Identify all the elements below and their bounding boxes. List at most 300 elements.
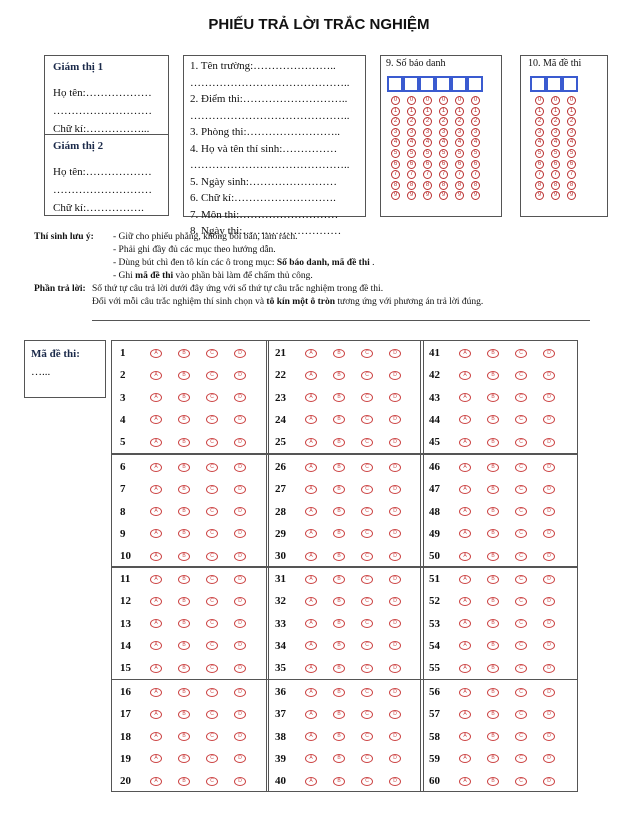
digit-bubble[interactable]: 2 [551, 117, 560, 126]
answer-bubble-d[interactable]: D [234, 552, 246, 561]
answer-bubble-d[interactable]: D [389, 664, 401, 673]
digit-bubble[interactable]: 8 [551, 181, 560, 190]
answer-bubble-a[interactable]: A [305, 438, 317, 447]
answer-bubble-b[interactable]: B [487, 754, 499, 763]
answer-bubble-b[interactable]: B [333, 463, 345, 472]
digit-bubble[interactable]: 9 [567, 191, 576, 200]
digit-bubble[interactable]: 0 [567, 96, 576, 105]
answer-bubble-c[interactable]: C [515, 754, 527, 763]
digit-bubble[interactable]: 9 [535, 191, 544, 200]
digit-bubble[interactable]: 2 [455, 117, 464, 126]
answer-bubble-c[interactable]: C [206, 688, 218, 697]
answer-bubble-d[interactable]: D [234, 619, 246, 628]
digit-bubble[interactable]: 7 [391, 170, 400, 179]
digit-bubble[interactable]: 3 [535, 128, 544, 137]
answer-bubble-c[interactable]: C [361, 710, 373, 719]
answer-bubble-c[interactable]: C [206, 575, 218, 584]
answer-bubble-b[interactable]: B [178, 575, 190, 584]
answer-bubble-b[interactable]: B [333, 438, 345, 447]
answer-bubble-d[interactable]: D [543, 777, 555, 786]
digit-bubble[interactable]: 7 [567, 170, 576, 179]
answer-bubble-d[interactable]: D [389, 619, 401, 628]
answer-bubble-c[interactable]: C [361, 597, 373, 606]
answer-bubble-d[interactable]: D [543, 688, 555, 697]
digit-bubble[interactable]: 6 [551, 160, 560, 169]
answer-bubble-d[interactable]: D [543, 371, 555, 380]
answer-bubble-c[interactable]: C [515, 597, 527, 606]
exam-code-cells[interactable] [530, 76, 578, 92]
answer-bubble-a[interactable]: A [459, 688, 471, 697]
answer-bubble-d[interactable]: D [389, 485, 401, 494]
digit-bubble[interactable]: 5 [439, 149, 448, 158]
answer-bubble-d[interactable]: D [389, 438, 401, 447]
answer-bubble-a[interactable]: A [305, 485, 317, 494]
answer-bubble-c[interactable]: C [515, 349, 527, 358]
answer-bubble-d[interactable]: D [389, 732, 401, 741]
digit-bubble[interactable]: 4 [423, 138, 432, 147]
answer-bubble-c[interactable]: C [361, 485, 373, 494]
answer-bubble-d[interactable]: D [234, 415, 246, 424]
digit-bubble[interactable]: 3 [423, 128, 432, 137]
answer-bubble-c[interactable]: C [515, 641, 527, 650]
answer-bubble-b[interactable]: B [178, 597, 190, 606]
answer-bubble-c[interactable]: C [206, 349, 218, 358]
answer-bubble-d[interactable]: D [543, 393, 555, 402]
answer-bubble-a[interactable]: A [305, 393, 317, 402]
digit-bubble[interactable]: 4 [455, 138, 464, 147]
answer-bubble-b[interactable]: B [333, 688, 345, 697]
answer-bubble-c[interactable]: C [361, 664, 373, 673]
answer-bubble-c[interactable]: C [206, 619, 218, 628]
answer-bubble-d[interactable]: D [234, 371, 246, 380]
answer-bubble-d[interactable]: D [543, 438, 555, 447]
digit-bubble[interactable]: 5 [471, 149, 480, 158]
answer-bubble-b[interactable]: B [333, 641, 345, 650]
digit-bubble[interactable]: 9 [407, 191, 416, 200]
digit-bubble[interactable]: 6 [455, 160, 464, 169]
digit-bubble[interactable]: 7 [455, 170, 464, 179]
digit-cell[interactable] [387, 76, 403, 92]
answer-bubble-a[interactable]: A [305, 463, 317, 472]
digit-bubble[interactable]: 4 [391, 138, 400, 147]
answer-bubble-a[interactable]: A [150, 529, 162, 538]
answer-bubble-c[interactable]: C [206, 507, 218, 516]
digit-bubble[interactable]: 4 [551, 138, 560, 147]
answer-bubble-d[interactable]: D [234, 732, 246, 741]
answer-bubble-d[interactable]: D [543, 463, 555, 472]
answer-bubble-a[interactable]: A [459, 393, 471, 402]
digit-bubble[interactable]: 4 [567, 138, 576, 147]
answer-bubble-d[interactable]: D [543, 415, 555, 424]
digit-bubble[interactable]: 9 [471, 191, 480, 200]
answer-bubble-d[interactable]: D [389, 597, 401, 606]
digit-bubble[interactable]: 1 [391, 107, 400, 116]
answer-bubble-b[interactable]: B [487, 507, 499, 516]
digit-cell[interactable] [562, 76, 578, 92]
answer-bubble-b[interactable]: B [178, 529, 190, 538]
answer-bubble-a[interactable]: A [459, 777, 471, 786]
answer-bubble-b[interactable]: B [487, 393, 499, 402]
answer-bubble-a[interactable]: A [150, 597, 162, 606]
answer-bubble-a[interactable]: A [305, 688, 317, 697]
answer-bubble-b[interactable]: B [178, 688, 190, 697]
answer-bubble-c[interactable]: C [515, 463, 527, 472]
digit-cell[interactable] [435, 76, 451, 92]
digit-bubble[interactable]: 5 [391, 149, 400, 158]
digit-bubble[interactable]: 6 [567, 160, 576, 169]
answer-bubble-a[interactable]: A [459, 754, 471, 763]
digit-bubble[interactable]: 2 [567, 117, 576, 126]
answer-bubble-b[interactable]: B [487, 619, 499, 628]
answer-bubble-d[interactable]: D [389, 688, 401, 697]
digit-bubble[interactable]: 4 [407, 138, 416, 147]
answer-bubble-d[interactable]: D [234, 507, 246, 516]
answer-bubble-c[interactable]: C [206, 664, 218, 673]
answer-bubble-a[interactable]: A [305, 664, 317, 673]
answer-bubble-a[interactable]: A [305, 710, 317, 719]
answer-bubble-c[interactable]: C [515, 575, 527, 584]
answer-bubble-d[interactable]: D [389, 349, 401, 358]
digit-bubble[interactable]: 7 [439, 170, 448, 179]
answer-bubble-c[interactable]: C [206, 438, 218, 447]
answer-bubble-d[interactable]: D [389, 529, 401, 538]
digit-bubble[interactable]: 8 [391, 181, 400, 190]
answer-bubble-b[interactable]: B [333, 710, 345, 719]
answer-bubble-d[interactable]: D [389, 777, 401, 786]
answer-bubble-c[interactable]: C [361, 529, 373, 538]
digit-cell[interactable] [403, 76, 419, 92]
answer-bubble-d[interactable]: D [234, 641, 246, 650]
answer-bubble-c[interactable]: C [361, 754, 373, 763]
answer-bubble-c[interactable]: C [515, 777, 527, 786]
answer-bubble-a[interactable]: A [459, 664, 471, 673]
answer-bubble-c[interactable]: C [361, 552, 373, 561]
answer-bubble-d[interactable]: D [543, 619, 555, 628]
digit-bubble[interactable]: 9 [455, 191, 464, 200]
answer-bubble-a[interactable]: A [459, 732, 471, 741]
answer-bubble-b[interactable]: B [178, 641, 190, 650]
digit-bubble[interactable]: 1 [455, 107, 464, 116]
digit-bubble[interactable]: 2 [535, 117, 544, 126]
answer-bubble-d[interactable]: D [543, 732, 555, 741]
answer-bubble-c[interactable]: C [515, 371, 527, 380]
answer-bubble-c[interactable]: C [206, 710, 218, 719]
digit-bubble[interactable]: 5 [455, 149, 464, 158]
digit-bubble[interactable]: 5 [567, 149, 576, 158]
answer-bubble-b[interactable]: B [487, 710, 499, 719]
answer-bubble-c[interactable]: C [515, 552, 527, 561]
answer-bubble-c[interactable]: C [361, 575, 373, 584]
answer-bubble-a[interactable]: A [305, 349, 317, 358]
digit-cell[interactable] [467, 76, 483, 92]
answer-bubble-d[interactable]: D [234, 529, 246, 538]
answer-bubble-b[interactable]: B [333, 575, 345, 584]
answer-bubble-a[interactable]: A [305, 597, 317, 606]
digit-bubble[interactable]: 9 [439, 191, 448, 200]
answer-bubble-d[interactable]: D [543, 552, 555, 561]
answer-bubble-a[interactable]: A [305, 754, 317, 763]
digit-bubble[interactable]: 8 [423, 181, 432, 190]
answer-bubble-d[interactable]: D [389, 754, 401, 763]
answer-bubble-c[interactable]: C [206, 777, 218, 786]
answer-bubble-c[interactable]: C [206, 597, 218, 606]
answer-bubble-c[interactable]: C [361, 777, 373, 786]
answer-bubble-c[interactable]: C [361, 641, 373, 650]
answer-bubble-d[interactable]: D [234, 393, 246, 402]
answer-bubble-d[interactable]: D [234, 777, 246, 786]
digit-bubble[interactable]: 4 [471, 138, 480, 147]
answer-bubble-b[interactable]: B [178, 732, 190, 741]
answer-bubble-b[interactable]: B [487, 664, 499, 673]
answer-bubble-b[interactable]: B [333, 529, 345, 538]
answer-bubble-c[interactable]: C [361, 688, 373, 697]
answer-bubble-b[interactable]: B [487, 485, 499, 494]
answer-bubble-d[interactable]: D [389, 710, 401, 719]
answer-bubble-b[interactable]: B [333, 597, 345, 606]
answer-bubble-c[interactable]: C [206, 371, 218, 380]
answer-bubble-c[interactable]: C [206, 552, 218, 561]
answer-bubble-c[interactable]: C [515, 485, 527, 494]
answer-bubble-d[interactable]: D [389, 463, 401, 472]
answer-bubble-a[interactable]: A [150, 641, 162, 650]
answer-bubble-b[interactable]: B [178, 754, 190, 763]
answer-bubble-b[interactable]: B [333, 371, 345, 380]
answer-bubble-c[interactable]: C [361, 438, 373, 447]
answer-bubble-d[interactable]: D [234, 575, 246, 584]
digit-bubble[interactable]: 6 [407, 160, 416, 169]
digit-bubble[interactable]: 1 [567, 107, 576, 116]
answer-bubble-c[interactable]: C [515, 710, 527, 719]
answer-bubble-a[interactable]: A [459, 552, 471, 561]
answer-bubble-c[interactable]: C [361, 732, 373, 741]
answer-bubble-b[interactable]: B [178, 710, 190, 719]
digit-cell[interactable] [546, 76, 562, 92]
answer-bubble-d[interactable]: D [234, 463, 246, 472]
answer-bubble-d[interactable]: D [389, 415, 401, 424]
answer-bubble-c[interactable]: C [206, 485, 218, 494]
answer-bubble-a[interactable]: A [150, 619, 162, 628]
answer-bubble-b[interactable]: B [178, 777, 190, 786]
answer-bubble-c[interactable]: C [515, 732, 527, 741]
answer-bubble-a[interactable]: A [305, 371, 317, 380]
digit-bubble[interactable]: 7 [551, 170, 560, 179]
answer-bubble-a[interactable]: A [305, 529, 317, 538]
answer-bubble-a[interactable]: A [305, 619, 317, 628]
answer-bubble-a[interactable]: A [150, 415, 162, 424]
answer-bubble-b[interactable]: B [487, 688, 499, 697]
answer-bubble-d[interactable]: D [543, 349, 555, 358]
answer-bubble-b[interactable]: B [487, 371, 499, 380]
digit-cell[interactable] [530, 76, 546, 92]
digit-bubble[interactable]: 7 [471, 170, 480, 179]
answer-bubble-c[interactable]: C [515, 393, 527, 402]
digit-bubble[interactable]: 2 [407, 117, 416, 126]
answer-bubble-c[interactable]: C [515, 438, 527, 447]
answer-bubble-b[interactable]: B [333, 619, 345, 628]
digit-bubble[interactable]: 3 [551, 128, 560, 137]
digit-bubble[interactable]: 1 [407, 107, 416, 116]
answer-bubble-a[interactable]: A [305, 415, 317, 424]
digit-bubble[interactable]: 2 [471, 117, 480, 126]
answer-bubble-b[interactable]: B [487, 575, 499, 584]
answer-bubble-a[interactable]: A [305, 507, 317, 516]
digit-bubble[interactable]: 7 [407, 170, 416, 179]
answer-bubble-a[interactable]: A [459, 463, 471, 472]
answer-bubble-a[interactable]: A [150, 664, 162, 673]
digit-bubble[interactable]: 8 [455, 181, 464, 190]
answer-bubble-b[interactable]: B [487, 597, 499, 606]
answer-bubble-c[interactable]: C [361, 619, 373, 628]
digit-bubble[interactable]: 9 [551, 191, 560, 200]
answer-bubble-b[interactable]: B [178, 438, 190, 447]
answer-bubble-b[interactable]: B [333, 552, 345, 561]
answer-bubble-c[interactable]: C [361, 415, 373, 424]
answer-bubble-d[interactable]: D [234, 710, 246, 719]
digit-bubble[interactable]: 6 [439, 160, 448, 169]
answer-bubble-b[interactable]: B [333, 349, 345, 358]
answer-bubble-b[interactable]: B [178, 463, 190, 472]
digit-bubble[interactable]: 7 [535, 170, 544, 179]
digit-bubble[interactable]: 4 [535, 138, 544, 147]
answer-bubble-b[interactable]: B [178, 664, 190, 673]
answer-bubble-b[interactable]: B [333, 664, 345, 673]
answer-bubble-a[interactable]: A [305, 575, 317, 584]
answer-bubble-a[interactable]: A [150, 393, 162, 402]
answer-bubble-a[interactable]: A [150, 552, 162, 561]
digit-bubble[interactable]: 3 [391, 128, 400, 137]
digit-bubble[interactable]: 0 [407, 96, 416, 105]
answer-bubble-b[interactable]: B [178, 415, 190, 424]
answer-bubble-a[interactable]: A [305, 552, 317, 561]
answer-bubble-b[interactable]: B [487, 415, 499, 424]
answer-bubble-b[interactable]: B [333, 393, 345, 402]
answer-bubble-c[interactable]: C [206, 641, 218, 650]
digit-bubble[interactable]: 0 [471, 96, 480, 105]
answer-bubble-b[interactable]: B [178, 349, 190, 358]
digit-bubble[interactable]: 5 [407, 149, 416, 158]
answer-bubble-c[interactable]: C [206, 463, 218, 472]
answer-bubble-d[interactable]: D [543, 485, 555, 494]
answer-bubble-b[interactable]: B [333, 754, 345, 763]
answer-bubble-a[interactable]: A [150, 688, 162, 697]
answer-bubble-c[interactable]: C [206, 732, 218, 741]
answer-bubble-b[interactable]: B [178, 619, 190, 628]
answer-bubble-c[interactable]: C [206, 415, 218, 424]
answer-bubble-d[interactable]: D [389, 371, 401, 380]
answer-bubble-a[interactable]: A [150, 349, 162, 358]
answer-bubble-c[interactable]: C [515, 688, 527, 697]
answer-bubble-d[interactable]: D [389, 575, 401, 584]
digit-bubble[interactable]: 9 [423, 191, 432, 200]
answer-bubble-b[interactable]: B [178, 371, 190, 380]
digit-bubble[interactable]: 1 [535, 107, 544, 116]
answer-bubble-d[interactable]: D [389, 507, 401, 516]
digit-bubble[interactable]: 5 [535, 149, 544, 158]
digit-bubble[interactable]: 3 [439, 128, 448, 137]
digit-bubble[interactable]: 3 [455, 128, 464, 137]
answer-bubble-a[interactable]: A [150, 710, 162, 719]
answer-bubble-d[interactable]: D [389, 641, 401, 650]
answer-bubble-d[interactable]: D [234, 438, 246, 447]
answer-bubble-a[interactable]: A [150, 575, 162, 584]
answer-bubble-a[interactable]: A [459, 485, 471, 494]
answer-bubble-b[interactable]: B [487, 641, 499, 650]
answer-bubble-a[interactable]: A [305, 732, 317, 741]
answer-bubble-a[interactable]: A [459, 641, 471, 650]
answer-bubble-c[interactable]: C [206, 754, 218, 763]
answer-bubble-b[interactable]: B [178, 485, 190, 494]
digit-bubble[interactable]: 1 [439, 107, 448, 116]
answer-bubble-a[interactable]: A [150, 507, 162, 516]
answer-bubble-b[interactable]: B [333, 732, 345, 741]
answer-bubble-c[interactable]: C [361, 349, 373, 358]
answer-bubble-c[interactable]: C [361, 371, 373, 380]
answer-bubble-b[interactable]: B [487, 438, 499, 447]
answer-bubble-b[interactable]: B [487, 732, 499, 741]
digit-bubble[interactable]: 5 [551, 149, 560, 158]
answer-bubble-a[interactable]: A [150, 463, 162, 472]
answer-bubble-a[interactable]: A [150, 438, 162, 447]
digit-bubble[interactable]: 3 [407, 128, 416, 137]
answer-bubble-c[interactable]: C [515, 529, 527, 538]
student-id-cells[interactable] [387, 76, 483, 92]
digit-bubble[interactable]: 1 [551, 107, 560, 116]
answer-bubble-c[interactable]: C [515, 664, 527, 673]
answer-bubble-a[interactable]: A [459, 507, 471, 516]
digit-bubble[interactable]: 0 [439, 96, 448, 105]
digit-bubble[interactable]: 2 [391, 117, 400, 126]
answer-bubble-b[interactable]: B [333, 507, 345, 516]
digit-bubble[interactable]: 8 [407, 181, 416, 190]
answer-bubble-d[interactable]: D [234, 754, 246, 763]
answer-bubble-d[interactable]: D [543, 641, 555, 650]
answer-bubble-a[interactable]: A [459, 575, 471, 584]
answer-bubble-a[interactable]: A [459, 349, 471, 358]
digit-bubble[interactable]: 0 [423, 96, 432, 105]
answer-bubble-d[interactable]: D [389, 393, 401, 402]
answer-bubble-b[interactable]: B [487, 529, 499, 538]
answer-bubble-c[interactable]: C [361, 507, 373, 516]
digit-bubble[interactable]: 6 [535, 160, 544, 169]
answer-bubble-c[interactable]: C [206, 393, 218, 402]
answer-bubble-a[interactable]: A [150, 754, 162, 763]
digit-bubble[interactable]: 8 [535, 181, 544, 190]
digit-bubble[interactable]: 9 [391, 191, 400, 200]
answer-bubble-c[interactable]: C [515, 619, 527, 628]
answer-bubble-d[interactable]: D [543, 597, 555, 606]
digit-bubble[interactable]: 0 [551, 96, 560, 105]
digit-bubble[interactable]: 4 [439, 138, 448, 147]
digit-bubble[interactable]: 5 [423, 149, 432, 158]
answer-bubble-c[interactable]: C [515, 507, 527, 516]
digit-bubble[interactable]: 0 [455, 96, 464, 105]
answer-bubble-c[interactable]: C [515, 415, 527, 424]
answer-bubble-d[interactable]: D [234, 688, 246, 697]
digit-bubble[interactable]: 8 [439, 181, 448, 190]
answer-bubble-b[interactable]: B [487, 463, 499, 472]
answer-bubble-a[interactable]: A [459, 371, 471, 380]
answer-bubble-d[interactable]: D [234, 597, 246, 606]
answer-bubble-b[interactable]: B [487, 777, 499, 786]
answer-bubble-d[interactable]: D [389, 552, 401, 561]
digit-bubble[interactable]: 0 [391, 96, 400, 105]
answer-bubble-d[interactable]: D [543, 664, 555, 673]
answer-bubble-a[interactable]: A [150, 732, 162, 741]
digit-bubble[interactable]: 6 [391, 160, 400, 169]
answer-bubble-a[interactable]: A [459, 529, 471, 538]
answer-bubble-d[interactable]: D [234, 349, 246, 358]
answer-bubble-a[interactable]: A [305, 777, 317, 786]
